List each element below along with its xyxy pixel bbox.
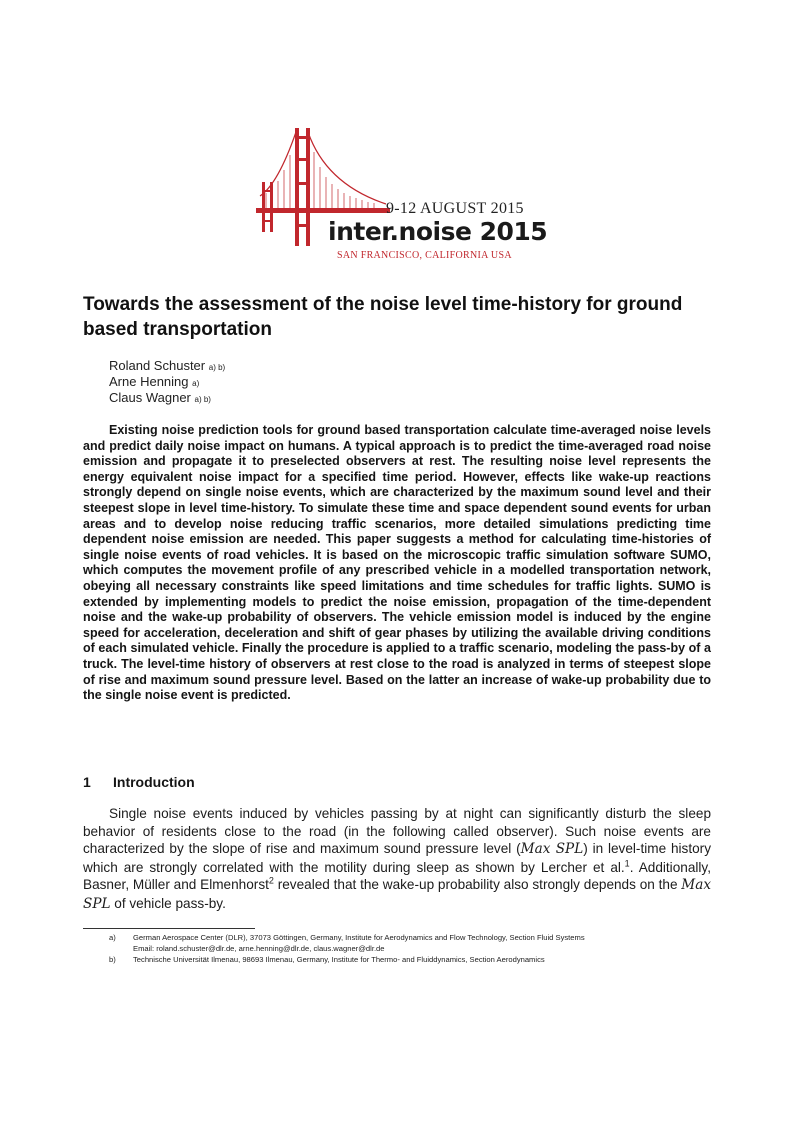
footnote-email: Email: roland.schuster@dlr.de, arne.henning@dlr.de, claus.wagner@dlr.de [133, 944, 385, 953]
author-name: Arne Henning [109, 374, 189, 389]
text-run: of vehicle pass-by. [110, 895, 226, 911]
text-run: revealed that the wake-up probability also strongly depends on the [273, 877, 682, 893]
section-number: 1 [83, 774, 91, 790]
conference-name: inter.noise 2015 [328, 217, 548, 246]
author-affiliation: a) b) [194, 395, 211, 404]
conference-location: SAN FRANCISCO, CALIFORNIA USA [337, 250, 512, 261]
author-name: Claus Wagner [109, 390, 191, 405]
author-affiliation: a) b) [208, 363, 226, 372]
footnote-mark: b) [109, 955, 116, 964]
author-3 [109, 390, 211, 408]
footnote-separator [83, 928, 255, 929]
author-affiliation: a) [192, 379, 200, 388]
footnote-a-email [83, 944, 385, 954]
abstract: Existing noise prediction tools for ground based transportation calculate time-averaged noise levels and predict daily noise impact on humans. A typical approach is to predict the time-averaged road noise emission and propagate it to preselected observers at rest. The resulting noise level represents the energy equivalent noise impact for a specified time period. However, effects like wake-up reactions strongly depend on single noise events, which are characterized by the maximum sound level and their steepest slope in level time-history. To simulate these time and space dependent sound events for urban areas and to develop noise reducing traffic scenarios, more detailed simulations predicting time dependent noise emission are needed. This paper suggests a method for calculating time-histories of single noise events of road vehicles. It is based on the microscopic traffic simulation software SUMO, which computes the movement profile of any prescribed vehicle in a modelled transportation network, obeying all necessary constraints like speed limitations and time schedules for traffic lights. SUMO is extended by implementing models to predict the noise emission, propagation of the time-dependent noise and the wake-up probability of observers. The vehicle emission model is induced by the engine speed for acceleration, deceleration and shift of gear phases by utilizing the available driving conditions of each simulated vehicle. Finally the procedure is applied to a traffic scenario, modeling the pass-by of a truck. The level-time history of observers at rest close to the road is analyzed in terms of steepest slope of rise and maximum sound pressure level. Based on the latter an increase of wake-up probability due to the single noise event is predicted. [83, 423, 711, 703]
footnote-mark: a) [109, 933, 116, 942]
citation-2: 2 [268, 875, 274, 886]
footnote-text: German Aerospace Center (DLR), 37073 Göttingen, Germany, Institute for Aerodynamics and Flow Technology, Section Fluid Systems [133, 933, 585, 942]
section-heading [83, 774, 195, 790]
footnote-text: Technische Universität Ilmenau, 98693 Ilmenau, Germany, Institute for Thermo- and Fluiddynamics, Section Aerodynamics [133, 955, 545, 964]
conference-dates: 9-12 AUGUST 2015 [386, 200, 524, 217]
math-max-spl: Max SPL [83, 877, 711, 912]
text-run: Single noise events induced by vehicles passing by at night can significantly disturb the sleep behavior of residents close to the road (in the following called observer). Such noise events are characterized by the slope of rise and maximum sound pressure level ( [83, 806, 711, 857]
text-run: ) in level-time history which are strongly correlated with the motility during sleep as shown by Lercher et al. [83, 841, 712, 875]
intro-paragraph [83, 805, 711, 914]
math-max-spl: Max SPL [520, 841, 584, 858]
text-run: . Additionally, Basner, Müller and Elmenhorst [83, 859, 711, 893]
footnote-b [83, 955, 545, 965]
paper-title: Towards the assessment of the noise level time-history for ground based transportation [83, 294, 683, 340]
citation-1: 1 [624, 858, 630, 869]
author-name: Roland Schuster [109, 358, 206, 373]
section-title: Introduction [113, 774, 195, 790]
footnote-a [83, 933, 585, 943]
